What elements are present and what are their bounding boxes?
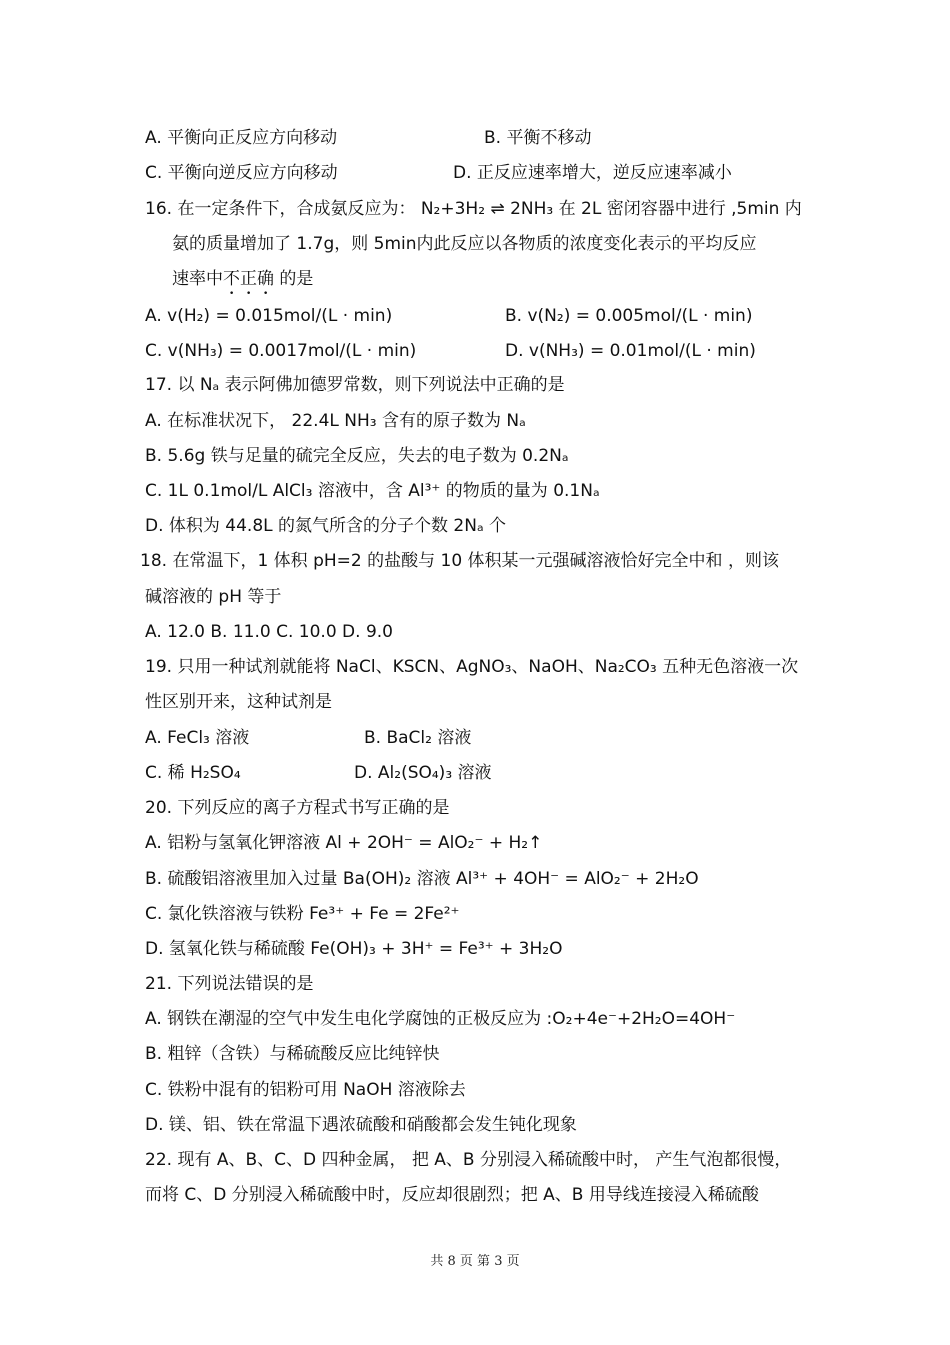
option-20a: A. 铝粉与氢氧化钾溶液 Al + 2OH⁻ = AlO₂⁻ + H₂↑	[145, 833, 543, 853]
question-17: 17. 以 Nₐ 表示阿佛加德罗常数，则下列说法中正确的是	[145, 375, 565, 395]
page-footer: 共 8 页 第 3 页	[430, 1254, 520, 1269]
question-22-line2: 而将 C、D 分别浸入稀硫酸中时，反应却很剧烈；把 A、B 用导线连接浸入稀硫酸	[145, 1185, 759, 1205]
question-16-text: 速率中	[172, 269, 223, 289]
option-15c: C. 平衡向逆反应方向移动	[145, 163, 338, 183]
option-16b: B. v(N₂) = 0.005mol/(L · min)	[505, 306, 753, 326]
question-20: 20. 下列反应的离子方程式书写正确的是	[145, 798, 450, 818]
question-16-line3	[172, 267, 313, 299]
option-19a: A. FeCl₃ 溶液	[145, 728, 250, 748]
question-16-line2: 氨的质量增加了 1.7g，则 5min内此反应以各物质的浓度变化表示的平均反应	[172, 234, 757, 254]
options-18: A. 12.0 B. 11.0 C. 10.0 D. 9.0	[145, 622, 393, 642]
question-19-line2: 性区别开来，这种试剂是	[145, 692, 332, 712]
question-18-line1: 18. 在常温下，1 体积 pH=2 的盐酸与 10 体积某一元强碱溶液恰好完全中和 ，则该	[140, 551, 779, 571]
option-17b: B. 5.6g 铁与足量的硫完全反应，失去的电子数为 0.2Nₐ	[145, 446, 569, 466]
option-21c: C. 铁粉中混有的铝粉可用 NaOH 溶液除去	[145, 1080, 466, 1100]
option-16d: D. v(NH₃) = 0.01mol/(L · min)	[505, 341, 756, 361]
option-15b: B. 平衡不移动	[484, 128, 592, 148]
question-16-tail: 的是	[274, 269, 314, 289]
option-21a: A. 钢铁在潮湿的空气中发生电化学腐蚀的正极反应为 :O₂+4e⁻+2H₂O=4OH⁻	[145, 1009, 736, 1029]
question-18-line2: 碱溶液的 pH 等于	[145, 587, 282, 607]
option-20d: D. 氢氧化铁与稀硫酸 Fe(OH)₃ + 3H⁺ = Fe³⁺ + 3H₂O	[145, 939, 563, 959]
option-17a: A. 在标准状况下， 22.4L NH₃ 含有的原子数为 Nₐ	[145, 411, 526, 431]
option-16c: C. v(NH₃) = 0.0017mol/(L · min)	[145, 341, 417, 361]
question-16-line1: 16. 在一定条件下，合成氨反应为： N₂+3H₂ ⇌ 2NH₃ 在 2L 密闭容器中进行 ,5min 内	[145, 199, 802, 219]
question-19-line1: 19. 只用一种试剂就能将 NaCl、KSCN、AgNO₃、NaOH、Na₂CO₃ 五种无色溶液一次	[145, 657, 799, 677]
option-20b: B. 硫酸铝溶液里加入过量 Ba(OH)₂ 溶液 Al³⁺ + 4OH⁻ = AlO₂⁻ + 2H₂O	[145, 869, 699, 889]
option-21b: B. 粗锌（含铁）与稀硫酸反应比纯锌快	[145, 1044, 440, 1064]
option-19c: C. 稀 H₂SO₄	[145, 763, 241, 783]
option-19d: D. Al₂(SO₄)₃ 溶液	[354, 763, 492, 783]
option-15d: D. 正反应速率增大，逆反应速率减小	[453, 163, 732, 183]
question-21: 21. 下列说法错误的是	[145, 974, 314, 994]
option-21d: D. 镁、铝、铁在常温下遇浓硫酸和硝酸都会发生钝化现象	[145, 1115, 577, 1135]
option-15a: A. 平衡向正反应方向移动	[145, 128, 338, 148]
question-22-line1: 22. 现有 A、B、C、D 四种金属， 把 A、B 分别浸入稀硫酸中时， 产生气泡都很慢，	[145, 1150, 792, 1170]
option-17d: D. 体积为 44.8L 的氮气所含的分子个数 2Nₐ 个	[145, 516, 507, 536]
option-17c: C. 1L 0.1mol/L AlCl₃ 溶液中，含 Al³⁺ 的物质的量为 0.1Nₐ	[145, 481, 600, 501]
option-19b: B. BaCl₂ 溶液	[364, 728, 472, 748]
option-20c: C. 氯化铁溶液与铁粉 Fe³⁺ + Fe = 2Fe²⁺	[145, 904, 460, 924]
option-16a: A. v(H₂) = 0.015mol/(L · min)	[145, 306, 393, 326]
emphasis-not-correct: 不正确	[223, 269, 274, 289]
